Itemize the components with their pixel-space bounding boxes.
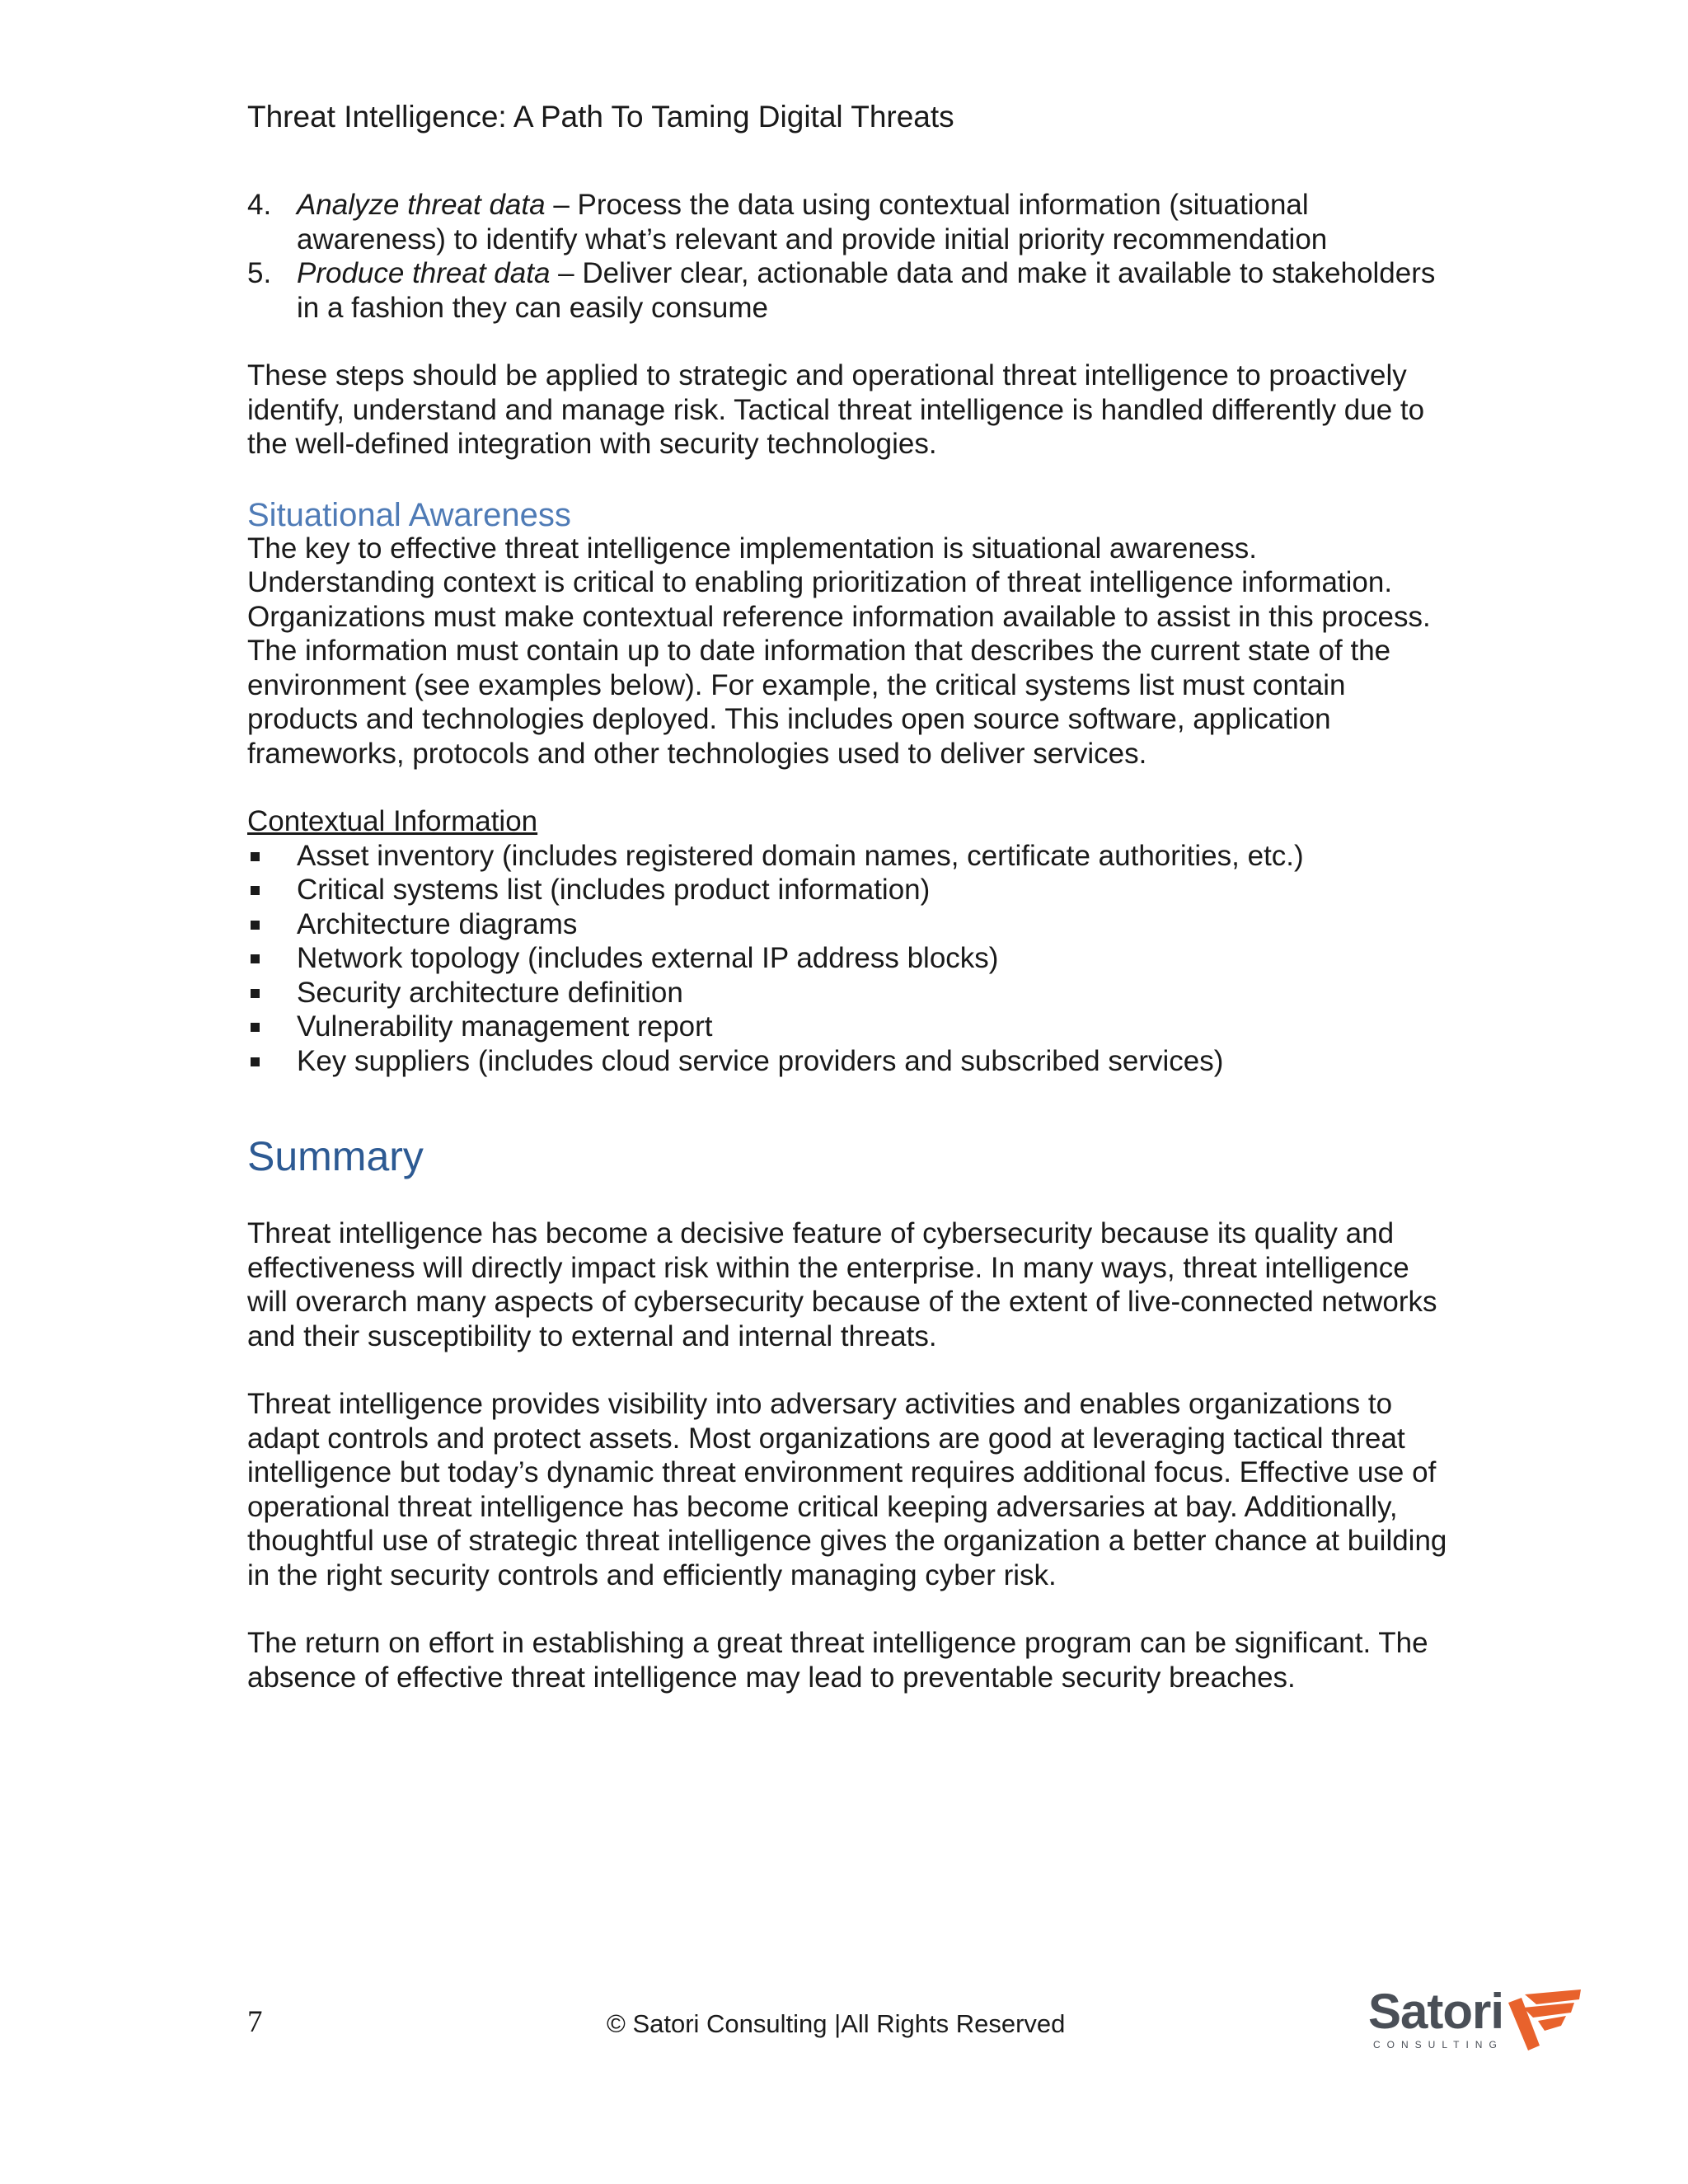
logo-mark-icon — [1500, 1988, 1582, 2054]
logo-subtitle: CONSULTING — [1373, 2039, 1503, 2050]
square-bullet-icon — [251, 1057, 260, 1066]
square-bullet-icon — [251, 886, 260, 895]
step-term: Produce threat data — [297, 257, 551, 289]
square-bullet-icon — [251, 1023, 260, 1032]
step-number: 5. — [247, 257, 272, 289]
page-content — [247, 96, 1451, 1728]
step-text: – Deliver clear, actionable data and make it available to stakeholders in a fashion they can easily consume — [297, 257, 1436, 324]
square-bullet-icon — [251, 989, 260, 998]
list-item: Security architecture definition — [247, 976, 1451, 1010]
situational-awareness-heading: Situational Awareness — [247, 496, 571, 533]
square-bullet-icon — [251, 921, 260, 930]
situational-paragraph: The key to effective threat intelligence implementation is situational awareness. Understanding context is critical to enabling prioritization of threat intelligence information. Organizations must make contextual reference information available to assist in this process. The information must contain up to date information that describes the current state of the environment (see examples below). For example, the critical systems list must contain products and technologies deployed. This includes open source software, application frameworks, protocols and other technologies used to deliver services. — [247, 532, 1431, 770]
contextual-information-title: Contextual Information — [247, 805, 538, 837]
summary-paragraph: The return on effort in establishing a great threat intelligence program can be significant. The absence of effective threat intelligence may lead to preventable security breaches. — [247, 1627, 1428, 1694]
list-item: Key suppliers (includes cloud service providers and subscribed services) — [247, 1044, 1451, 1079]
square-bullet-icon — [251, 852, 260, 861]
square-bullet-icon — [251, 954, 260, 963]
summary-paragraph: Threat intelligence has become a decisive feature of cybersecurity because its quality and effectiveness will directly impact risk within the enterprise. In many ways, threat intelligence will overarch many aspects of cybersecurity because of the extent of live-connected networks and their susceptibility to external and internal threats. — [247, 1217, 1437, 1352]
list-item — [247, 256, 1451, 325]
steps-list — [247, 188, 1451, 325]
contextual-information-list — [247, 839, 1451, 1079]
step-number: 4. — [247, 189, 272, 221]
list-item: Critical systems list (includes product information) — [247, 873, 1451, 907]
running-header: Threat Intelligence: A Path To Taming Digital Threats — [247, 100, 954, 134]
list-item: Vulnerability management report — [247, 1010, 1451, 1044]
copyright-notice: © Satori Consulting |All Rights Reserved — [607, 2009, 1066, 2038]
logo-wordmark: Satori — [1368, 1984, 1504, 2039]
summary-paragraph: Threat intelligence provides visibility into adversary activities and enables organizations to adapt controls and protect assets. Most organizations are good at leveraging tactical threat intelligence but today’s dynamic threat environment requires additional focus. Effective use of operational threat intelligence has become critical keeping adversaries at bay. Additionally, thoughtful use of strategic threat intelligence gives the organization a better chance at building in the right security controls and efficiently managing cyber risk. — [247, 1388, 1447, 1591]
list-item — [247, 188, 1451, 256]
page-number: 7 — [247, 2005, 263, 2039]
intro-paragraph: These steps should be applied to strategic and operational threat intelligence to proactively identify, understand and manage risk. Tactical threat intelligence is handled differently due to the well-defined integration with security technologies. — [247, 359, 1425, 460]
satori-logo — [1368, 1983, 1582, 2074]
list-item: Network topology (includes external IP address blocks) — [247, 941, 1451, 976]
step-text: – Process the data using contextual information (situational awareness) to identify what’s relevant and provide initial priority recommendation — [297, 189, 1328, 255]
list-item: Architecture diagrams — [247, 907, 1451, 942]
summary-heading: Summary — [247, 1133, 424, 1179]
step-term: Analyze threat data — [297, 189, 546, 221]
list-item: Asset inventory (includes registered domain names, certificate authorities, etc.) — [247, 839, 1451, 874]
